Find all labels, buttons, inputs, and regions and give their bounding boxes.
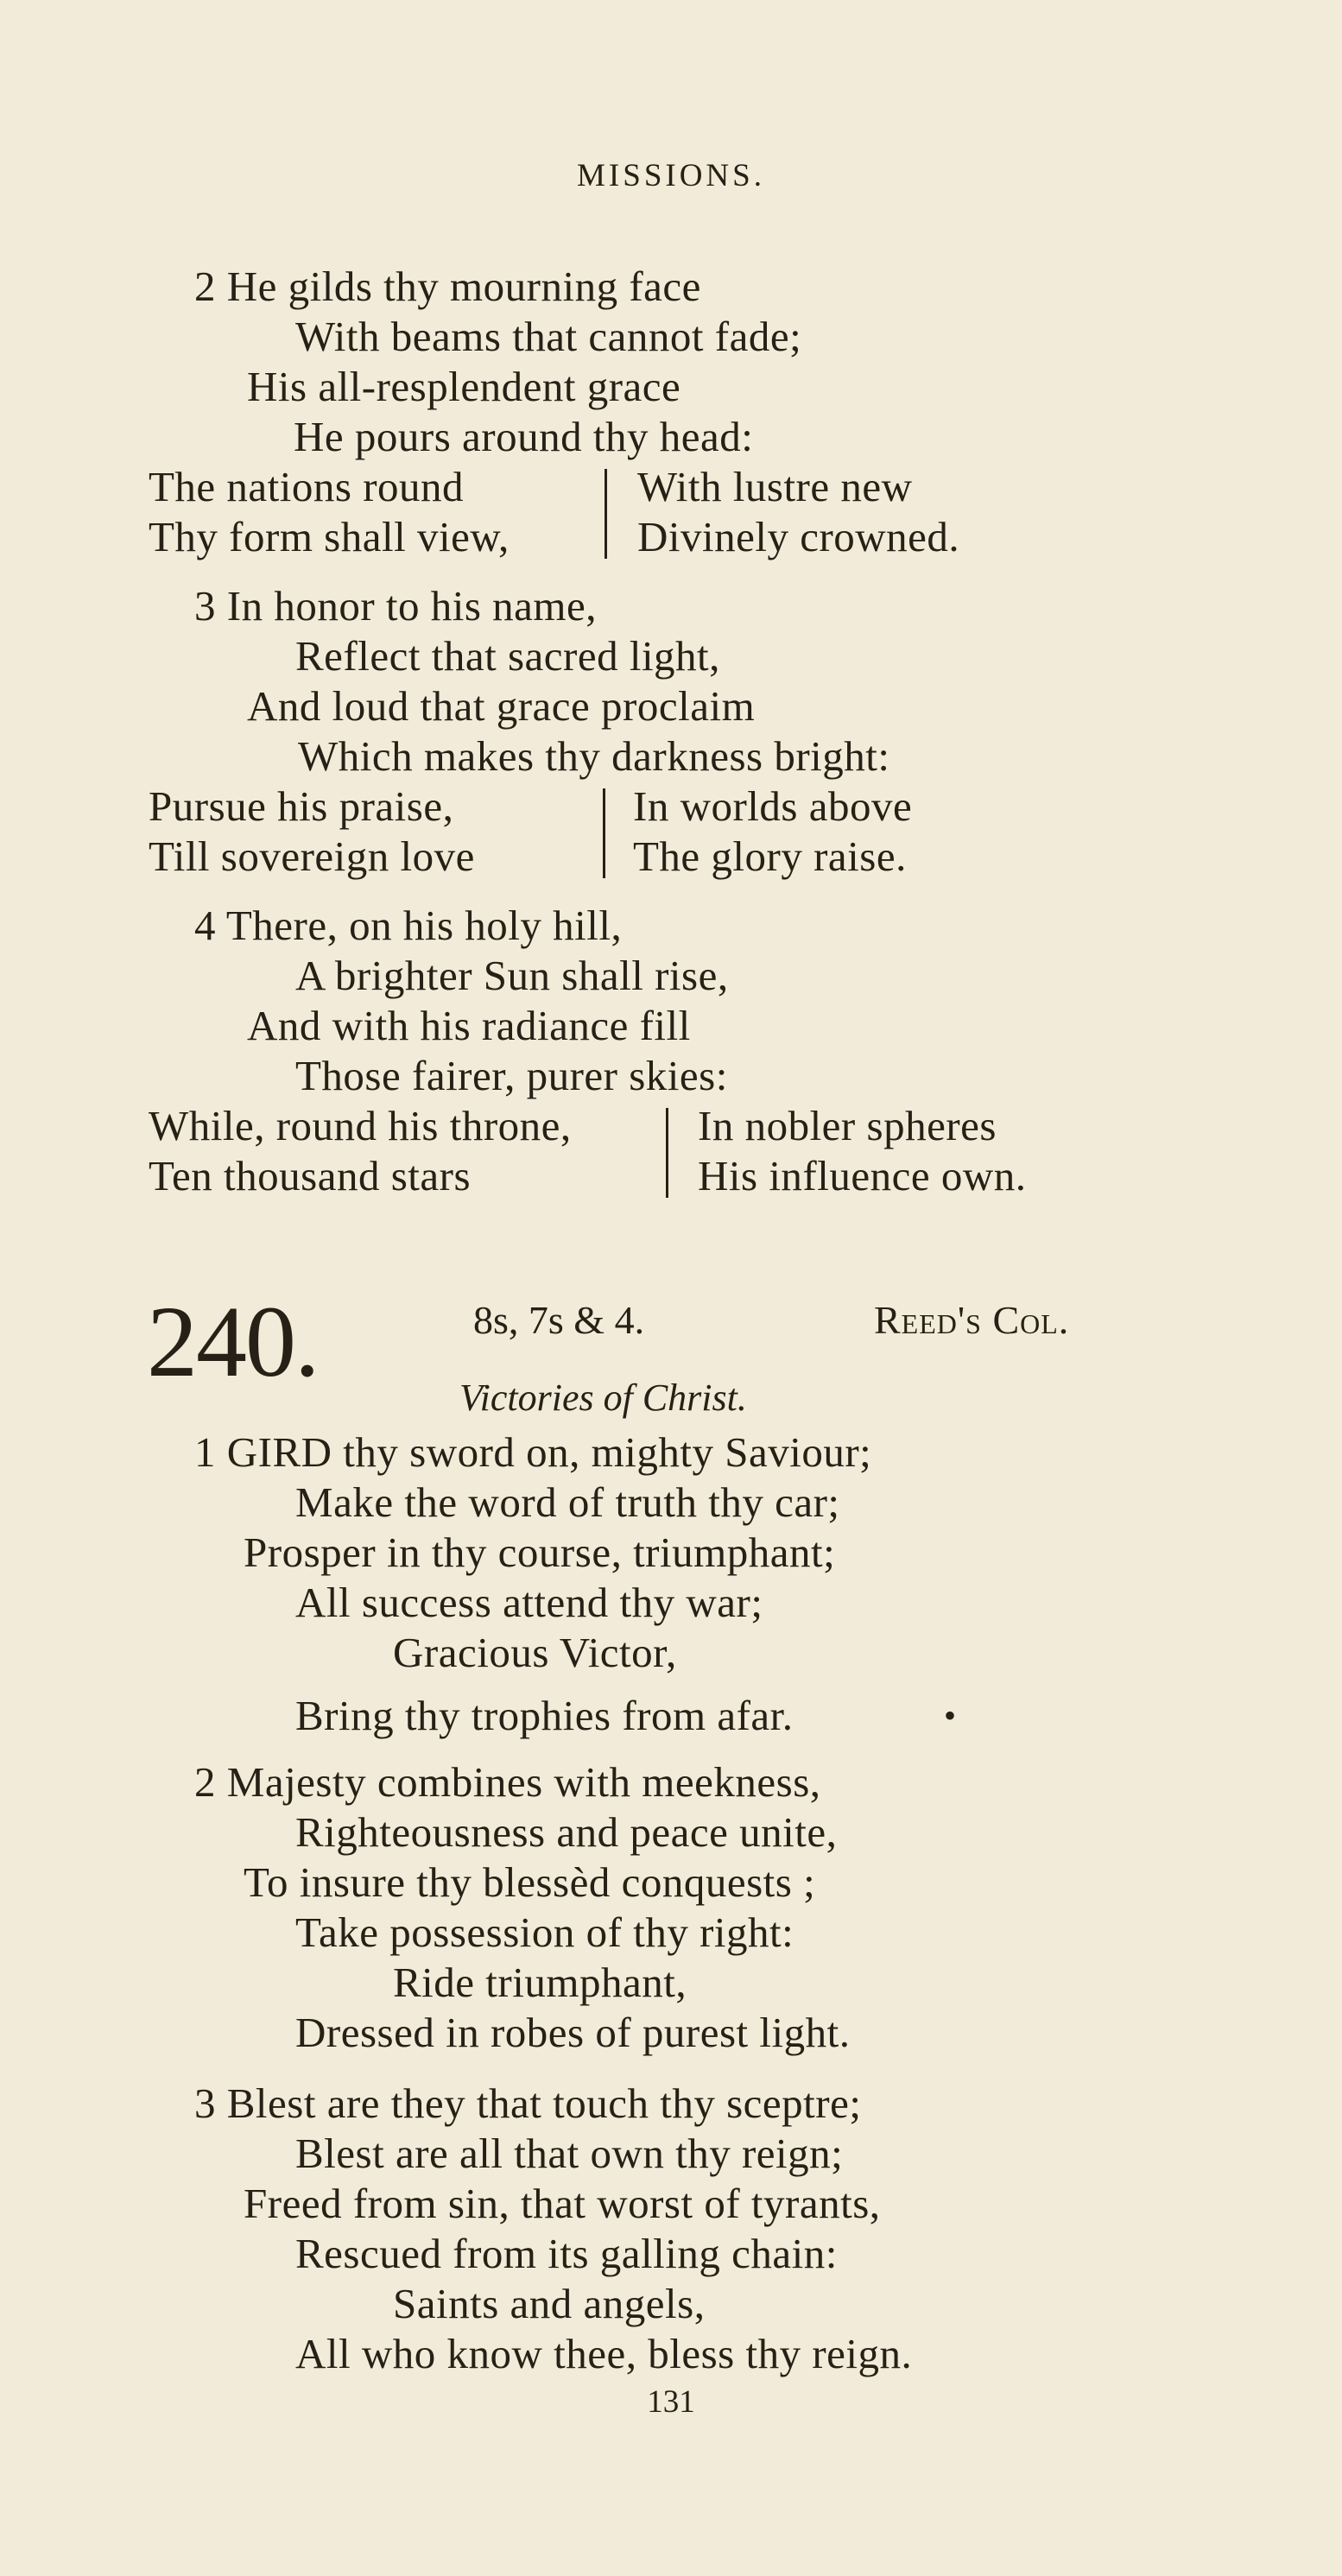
verse-line: Ride triumphant, bbox=[393, 1959, 687, 2006]
split-line-right: In worlds above bbox=[633, 782, 913, 830]
split-line-left: Till sovereign love bbox=[149, 832, 475, 880]
verse-line: 2 He gilds thy mourning face bbox=[194, 263, 701, 310]
verse-line: All who know thee, bless thy reign. bbox=[295, 2330, 913, 2377]
verse-line: And loud that grace proclaim bbox=[247, 682, 756, 730]
column-divider bbox=[603, 788, 605, 878]
page-number: 131 bbox=[647, 2384, 695, 2420]
split-line-right: In nobler spheres bbox=[698, 1102, 997, 1149]
split-line-left: While, round his throne, bbox=[149, 1102, 572, 1149]
running-header: MISSIONS. bbox=[577, 158, 765, 193]
verse-line: To insure thy blessèd conquests ; bbox=[244, 1858, 816, 1906]
verse-line: Reflect that sacred light, bbox=[295, 632, 720, 680]
hymn-subtitle: Victories of Christ. bbox=[459, 1377, 747, 1419]
verse-line: Bring thy trophies from afar. bbox=[295, 1692, 794, 1739]
hymn-source: Reed's Col. bbox=[874, 1298, 1070, 1342]
verse-line: 4 There, on his holy hill, bbox=[194, 902, 623, 949]
verse-line: Which makes thy darkness bright: bbox=[298, 732, 890, 780]
verse-line: Take possession of thy right: bbox=[295, 1908, 794, 1956]
verse-line: Rescued from its galling chain: bbox=[295, 2230, 838, 2277]
verse-line: Blest are all that own thy reign; bbox=[295, 2130, 844, 2177]
verse-line: Saints and angels, bbox=[393, 2280, 706, 2327]
column-divider bbox=[605, 469, 607, 559]
verse-line: 1 GIRD thy sword on, mighty Saviour; bbox=[194, 1428, 872, 1476]
split-line-left: Ten thousand stars bbox=[149, 1152, 472, 1199]
verse-line: With beams that cannot fade; bbox=[295, 313, 802, 360]
verse-line: Righteousness and peace unite, bbox=[295, 1808, 838, 1856]
split-line-right: His influence own. bbox=[698, 1152, 1027, 1199]
column-divider bbox=[666, 1108, 668, 1198]
verse-line: Make the word of truth thy car; bbox=[295, 1478, 840, 1526]
verse-line: Prosper in thy course, triumphant; bbox=[244, 1529, 836, 1576]
verse-line: All success attend thy war; bbox=[295, 1579, 763, 1626]
verse-line: Gracious Victor, bbox=[393, 1629, 677, 1676]
split-line-right: The glory raise. bbox=[633, 832, 907, 880]
verse-line: Dressed in robes of purest light. bbox=[295, 2009, 851, 2056]
verse-line: 3 Blest are they that touch thy sceptre; bbox=[194, 2079, 862, 2127]
verse-line: And with his radiance fill bbox=[247, 1002, 691, 1049]
split-line-left: Thy form shall view, bbox=[149, 513, 510, 560]
verse-line: A brighter Sun shall rise, bbox=[295, 952, 729, 999]
verse-line: His all-resplendent grace bbox=[247, 363, 681, 410]
split-line-right: Divinely crowned. bbox=[637, 513, 960, 560]
verse-line: 3 In honor to his name, bbox=[194, 582, 598, 630]
verse-line: 2 Majesty combines with meekness, bbox=[194, 1758, 821, 1806]
split-line-left: Pursue his praise, bbox=[149, 782, 454, 830]
hymn-meter: 8s, 7s & 4. bbox=[473, 1298, 645, 1342]
hymn-number: 240. bbox=[147, 1285, 319, 1398]
verse-line: He pours around thy head: bbox=[294, 413, 754, 460]
split-line-left: The nations round bbox=[149, 463, 465, 510]
verse-line: Those fairer, purer skies: bbox=[295, 1052, 728, 1099]
verse-line: Freed from sin, that worst of tyrants, bbox=[244, 2180, 881, 2227]
printer-mark: • bbox=[944, 1696, 957, 1735]
split-line-right: With lustre new bbox=[637, 463, 913, 510]
